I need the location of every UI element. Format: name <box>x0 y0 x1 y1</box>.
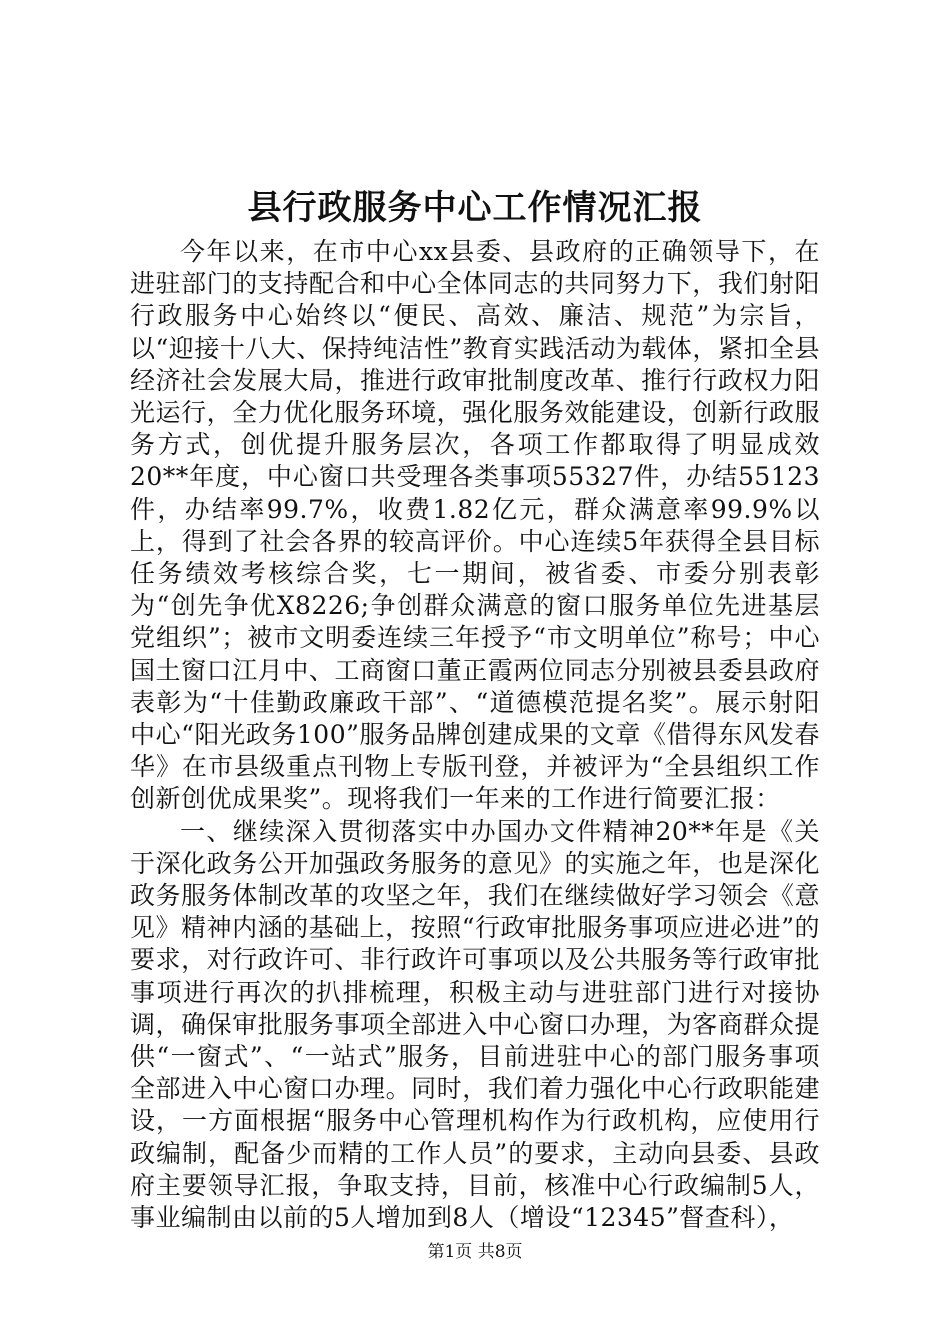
body-paragraph-2: 一、继续深入贯彻落实中办国办文件精神20**年是《关于深化政务公开加强政务服务的意见》的实施之年，也是深化政务服务体制改革的攻坚之年，我们在继续做好学习领会《意见》精神内涵的基础上，按照“行政审批服务事项应进必进”的要求，对行政许可、非行政许可事项以及公共服务等行政审批事项进行再次的扒排梳理，积极主动与进驻部门进行对接协调，确保审批服务事项全部进入中心窗口办理，为客商群众提供“一窗式”、“一站式”服务，目前进驻中心的部门服务事项全部进入中心窗口办理。同时，我们着力强化中心行政职能建设，一方面根据“服务中心管理机构作为行政机构，应使用行政编制，配备少而精的工作人员”的要求，主动向县委、县政府主要领导汇报，争取支持，目前，核准中心行政编制5人，事业编制由以前的5人增加到8人（增设“12345”督查科）， <box>130 816 820 1233</box>
document-title: 县行政服务中心工作情况汇报 <box>247 188 703 228</box>
page-number-footer: 第1页 共8页 <box>427 1242 523 1262</box>
document-body <box>130 236 820 1234</box>
body-paragraph-1: 今年以来，在市中心xx县委、县政府的正确领导下，在进驻部门的支持配合和中心全体同志的共同努力下，我们射阳行政服务中心始终以“便民、高效、廉洁、规范”为宗旨，以“迎接十八大、保持纯洁性”教育实践活动为载体，紧扣全县经济社会发展大局，推进行政审批制度改革、推行行政权力阳光运行，全力优化服务环境，强化服务效能建设，创新行政服务方式，创优提升服务层次，各项工作都取得了明显成效20**年度，中心窗口共受理各类事项55327件，办结55123件，办结率99.7%，收费1.82亿元，群众满意率99.9%以上，得到了社会各界的较高评价。中心连续5年获得全县目标任务绩效考核综合奖，七一期间，被省委、市委分别表彰为“创先争优X8226;争创群众满意的窗口服务单位先进基层党组织”；被市文明委连续三年授予“市文明单位”称号；中心国土窗口江月中、工商窗口董正霞两位同志分别被县委县政府表彰为“十佳勤政廉政干部”、“道德模范提名奖”。展示射阳中心“阳光政务100”服务品牌创建成果的文章《借得东风发春华》在市县级重点刊物上专版刊登，并被评为“全县组织工作创新创优成果奖”。现将我们一年来的工作进行简要汇报： <box>130 237 820 814</box>
